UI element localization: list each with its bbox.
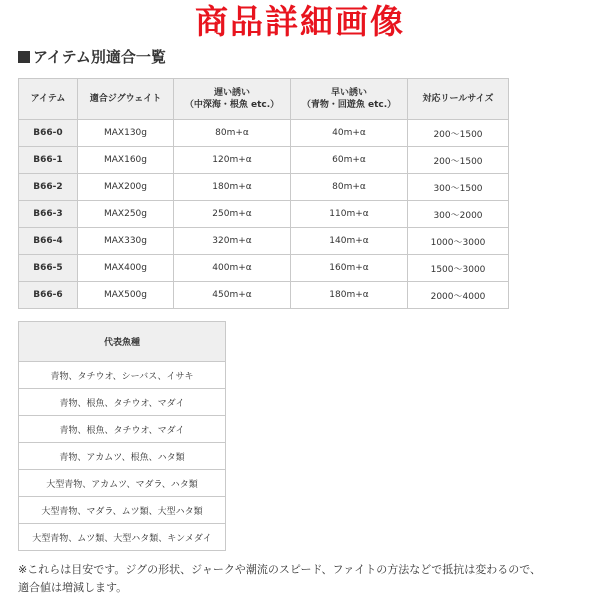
- table-row: [19, 228, 509, 255]
- header-target-fish: 代表魚種: [19, 322, 226, 362]
- item-spec-table: [18, 78, 509, 309]
- header-reel-size: 対応リールサイズ: [408, 79, 509, 120]
- fish-cell: 青物、根魚、タチウオ、マダイ: [19, 416, 226, 443]
- fish-cell: 青物、アカムツ、根魚、ハタ類: [19, 443, 226, 470]
- reel-size-cell: 2000～4000: [408, 282, 509, 309]
- table-row: [19, 201, 509, 228]
- item-cell: B66-1: [19, 147, 78, 174]
- table-row: [19, 470, 226, 497]
- section-heading-label: アイテム別適合一覧: [33, 48, 166, 66]
- slow-depth-cell: 250m+α: [174, 201, 291, 228]
- table-row: [19, 120, 509, 147]
- fish-cell: 大型青物、ムツ類、大型ハタ類、キンメダイ: [19, 524, 226, 551]
- jig-weight-cell: MAX330g: [78, 228, 174, 255]
- reel-size-cell: 200～1500: [408, 147, 509, 174]
- item-cell: B66-3: [19, 201, 78, 228]
- header-jig-weight: 適合ジグウェイト: [78, 79, 174, 120]
- fish-cell: 大型青物、アカムツ、マダラ、ハタ類: [19, 470, 226, 497]
- reel-size-cell: 300～2000: [408, 201, 509, 228]
- reel-size-cell: 300～1500: [408, 174, 509, 201]
- table-row: [19, 443, 226, 470]
- item-cell: B66-4: [19, 228, 78, 255]
- reel-size-cell: 1500～3000: [408, 255, 509, 282]
- note-line-2: 適合値は増減します。: [18, 581, 128, 594]
- slow-depth-cell: 180m+α: [174, 174, 291, 201]
- fast-depth-cell: 180m+α: [291, 282, 408, 309]
- item-cell: B66-6: [19, 282, 78, 309]
- jig-weight-cell: MAX400g: [78, 255, 174, 282]
- target-fish-table: [18, 321, 226, 551]
- fast-depth-cell: 60m+α: [291, 147, 408, 174]
- jig-weight-cell: MAX500g: [78, 282, 174, 309]
- square-bullet-icon: [18, 51, 30, 63]
- header-fast-retrieve: 早い誘い （青物・回遊魚 etc.）: [291, 79, 408, 120]
- item-cell: B66-2: [19, 174, 78, 201]
- fish-cell: 大型青物、マダラ、ムツ類、大型ハタ類: [19, 497, 226, 524]
- item-cell: B66-0: [19, 120, 78, 147]
- table-row: [19, 416, 226, 443]
- table-row: [19, 255, 509, 282]
- fish-cell: 青物、根魚、タチウオ、マダイ: [19, 389, 226, 416]
- jig-weight-cell: MAX250g: [78, 201, 174, 228]
- slow-depth-cell: 450m+α: [174, 282, 291, 309]
- header-item: アイテム: [19, 79, 78, 120]
- header-slow-retrieve: 遅い誘い （中深海・根魚 etc.）: [174, 79, 291, 120]
- disclaimer-note: [18, 561, 588, 597]
- jig-weight-cell: MAX130g: [78, 120, 174, 147]
- slow-depth-cell: 320m+α: [174, 228, 291, 255]
- fast-depth-cell: 40m+α: [291, 120, 408, 147]
- fish-table-header-row: [19, 322, 226, 362]
- slow-depth-cell: 80m+α: [174, 120, 291, 147]
- section-heading: [18, 47, 166, 67]
- table-row: [19, 524, 226, 551]
- page-title: 商品詳細画像: [195, 2, 405, 41]
- item-cell: B66-5: [19, 255, 78, 282]
- fast-depth-cell: 80m+α: [291, 174, 408, 201]
- fast-depth-cell: 140m+α: [291, 228, 408, 255]
- fast-depth-cell: 160m+α: [291, 255, 408, 282]
- fast-depth-cell: 110m+α: [291, 201, 408, 228]
- jig-weight-cell: MAX200g: [78, 174, 174, 201]
- slow-depth-cell: 400m+α: [174, 255, 291, 282]
- note-line-1: ※これらは目安です。ジグの形状、ジャークや潮流のスピード、ファイトの方法などで抵抗は変わるので、: [18, 563, 542, 576]
- table-row: [19, 362, 226, 389]
- reel-size-cell: 200～1500: [408, 120, 509, 147]
- table-row: [19, 174, 509, 201]
- table-row: [19, 282, 509, 309]
- table-row: [19, 147, 509, 174]
- jig-weight-cell: MAX160g: [78, 147, 174, 174]
- spec-table-header-row: [19, 79, 509, 120]
- fish-cell: 青物、タチウオ、シーバス、イサキ: [19, 362, 226, 389]
- table-row: [19, 497, 226, 524]
- reel-size-cell: 1000～3000: [408, 228, 509, 255]
- table-row: [19, 389, 226, 416]
- slow-depth-cell: 120m+α: [174, 147, 291, 174]
